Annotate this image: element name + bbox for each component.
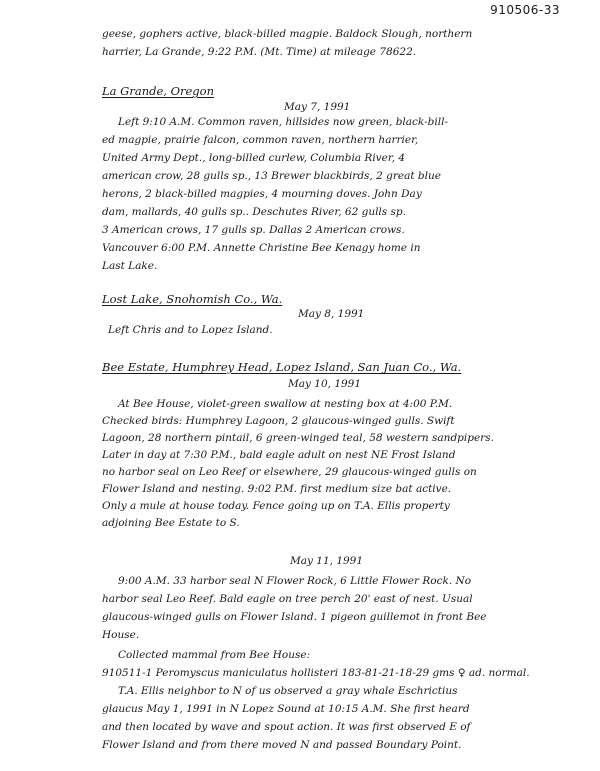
journal-line: herons, 2 black-billed magpies, 4 mourning doves. John Day <box>102 188 422 200</box>
intro-line: geese, gophers active, black-billed magpie. Baldock Slough, northern <box>102 28 473 40</box>
journal-line: United Army Dept., long-billed curlew, Columbia River, 4 <box>102 152 406 164</box>
section-heading-lost-lake: Lost Lake, Snohomish Co., Wa. <box>102 292 283 306</box>
journal-line: Flower Island and from there moved N and passed Boundary Point. <box>102 739 462 751</box>
journal-line: Lagoon, 28 northern pintail, 6 green-winged teal, 58 western sandpipers. <box>102 432 494 444</box>
journal-line: Left 9:10 A.M. Common raven, hillsides now green, black-bill- <box>118 116 448 128</box>
journal-line: 9:00 A.M. 33 harbor seal N Flower Rock, 6 Little Flower Rock. No <box>118 575 472 587</box>
entry-date: May 8, 1991 <box>298 308 365 320</box>
journal-line: 3 American crows, 17 gulls sp. Dallas 2 American crows. <box>102 224 405 236</box>
section-heading-bee-estate: Bee Estate, Humphrey Head, Lopez Island, San Juan Co., Wa. <box>102 360 462 374</box>
section-heading-la-grande: La Grande, Oregon <box>102 84 214 98</box>
intro-line: harrier, La Grande, 9:22 P.M. (Mt. Time) at mileage 78622. <box>102 46 417 58</box>
journal-line: harbor seal Leo Reef. Bald eagle on tree perch 20' east of nest. Usual <box>102 593 473 605</box>
journal-line: Last Lake. <box>102 260 158 272</box>
journal-line: Checked birds: Humphrey Lagoon, 2 glaucous-winged gulls. Swift <box>102 415 455 427</box>
entry-date: May 11, 1991 <box>290 555 364 567</box>
journal-line: 910511-1 Peromyscus maniculatus hollisteri 183-81-21-18-29 gms ♀ ad. normal. <box>102 667 530 679</box>
journal-line: no harbor seal on Leo Reef or elsewhere, 29 glaucous-winged gulls on <box>102 466 477 478</box>
journal-line: At Bee House, violet-green swallow at nesting box at 4:00 P.M. <box>118 398 453 410</box>
journal-line: american crow, 28 gulls sp., 13 Brewer blackbirds, 2 great blue <box>102 170 441 182</box>
journal-line: dam, mallards, 40 gulls sp.. Deschutes River, 62 gulls sp. <box>102 206 406 218</box>
journal-line: Left Chris and to Lopez Island. <box>108 324 273 336</box>
journal-line: and then located by wave and spout action. It was first observed E of <box>102 721 471 733</box>
journal-line: Collected mammal from Bee House: <box>118 649 311 661</box>
journal-line: T.A. Ellis neighbor to N of us observed a gray whale Eschrictius <box>118 685 458 697</box>
journal-line: glaucus May 1, 1991 in N Lopez Sound at 10:15 A.M. She first heard <box>102 703 470 715</box>
entry-date: May 10, 1991 <box>288 378 362 390</box>
journal-line: Later in day at 7:30 P.M., bald eagle adult on nest NE Frost Island <box>102 449 456 461</box>
journal-line: Only a mule at house today. Fence going up on T.A. Ellis property <box>102 500 450 512</box>
journal-line: House. <box>102 629 140 641</box>
page-id: 910506-33 <box>490 3 560 17</box>
journal-line: glaucous-winged gulls on Flower Island. 1 pigeon guillemot in front Bee <box>102 611 487 623</box>
journal-line: Flower Island and nesting. 9:02 P.M. first medium size bat active. <box>102 483 452 495</box>
journal-line: adjoining Bee Estate to S. <box>102 517 240 529</box>
journal-line: Vancouver 6:00 P.M. Annette Christine Bee Kenagy home in <box>102 242 421 254</box>
entry-date: May 7, 1991 <box>284 101 351 113</box>
journal-line: ed magpie, prairie falcon, common raven, northern harrier, <box>102 134 419 146</box>
